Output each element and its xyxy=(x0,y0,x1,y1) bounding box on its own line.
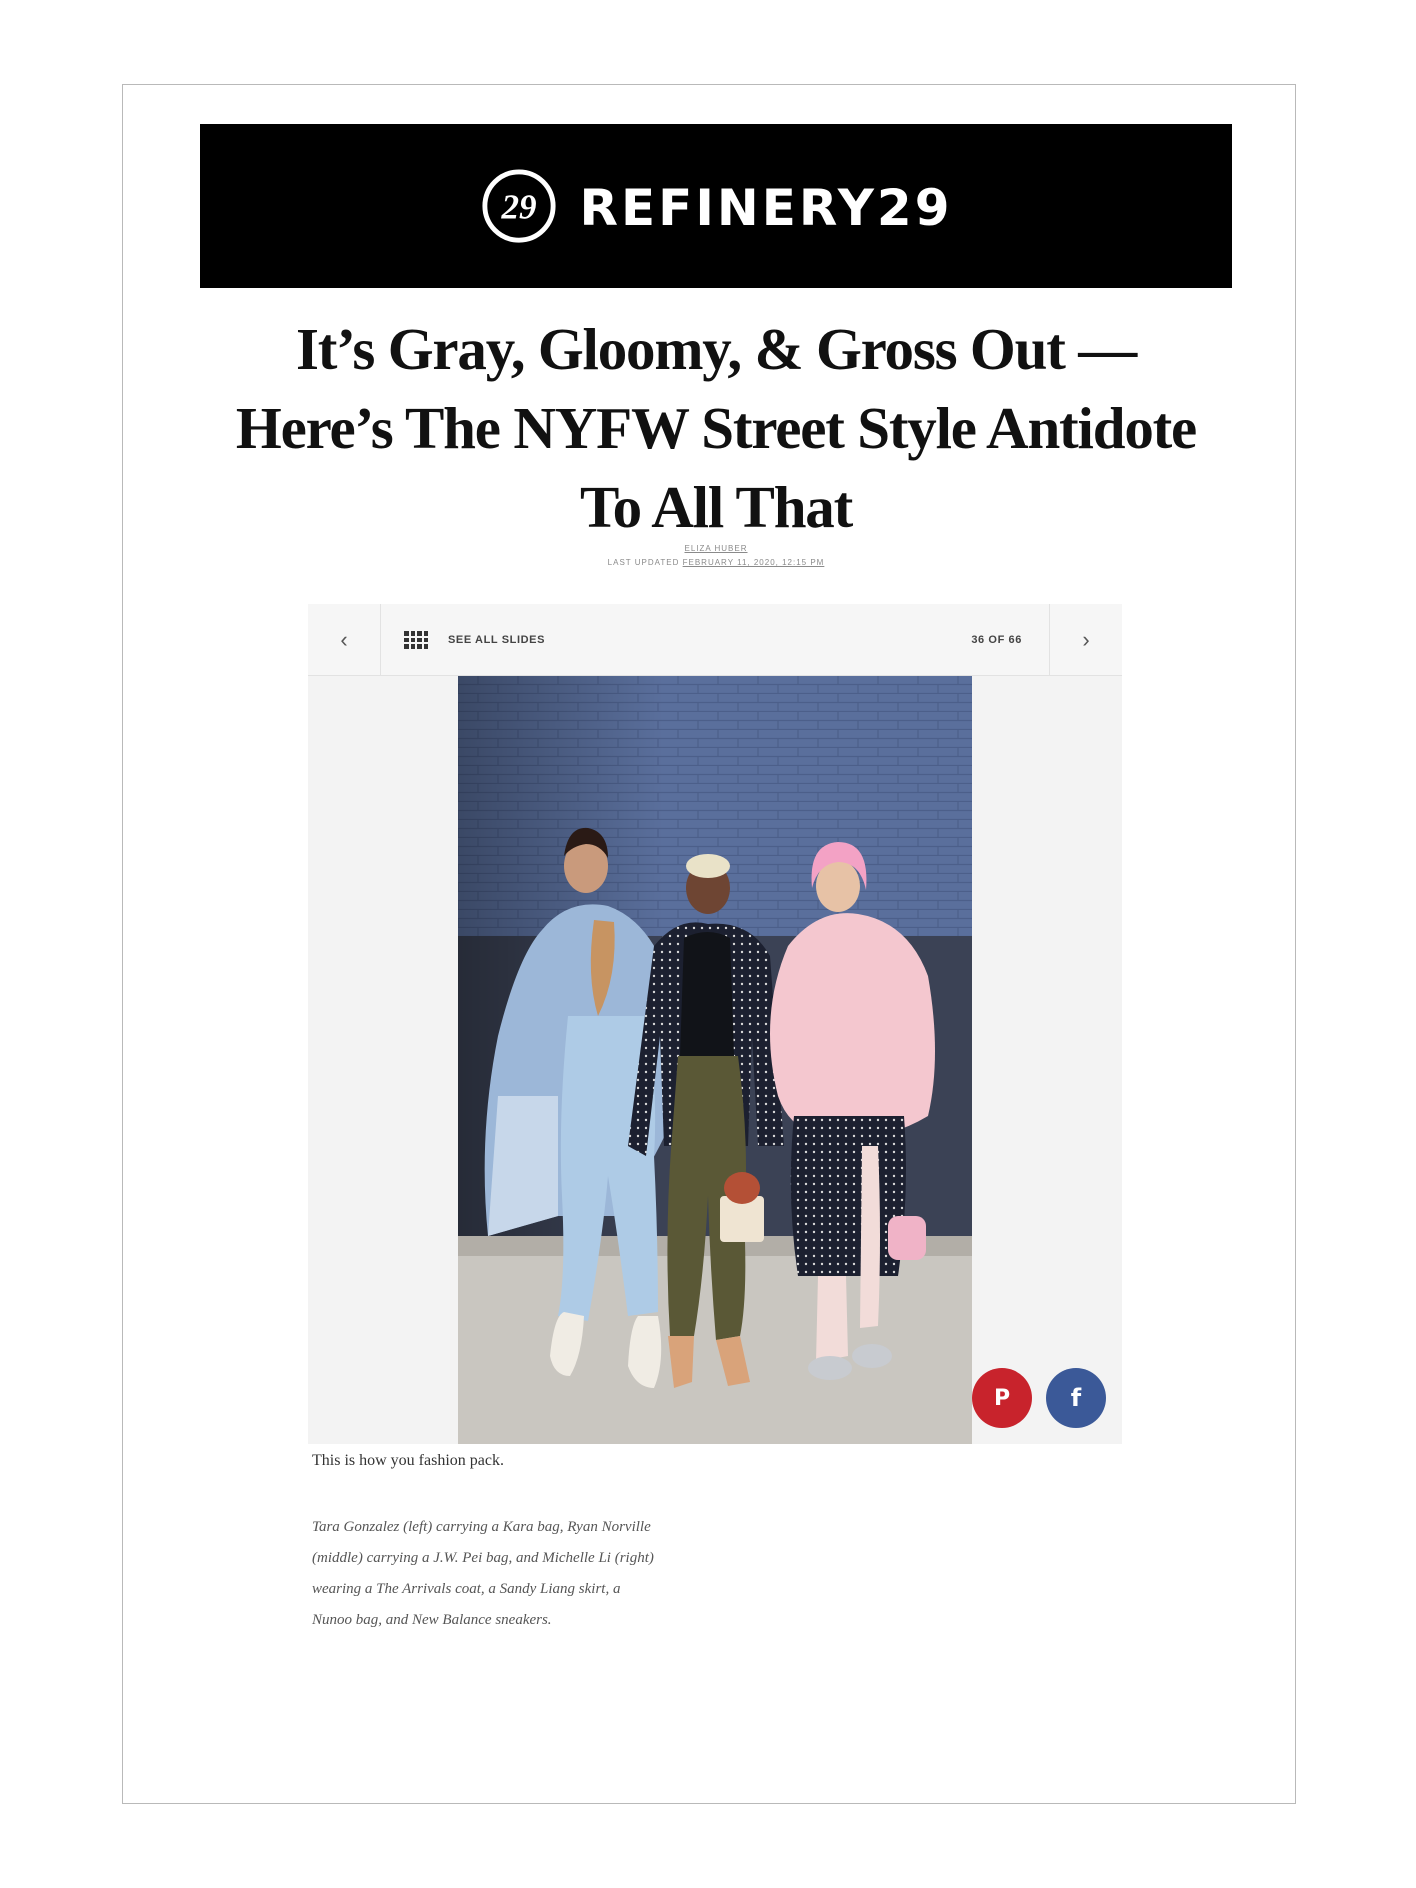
slideshow xyxy=(308,604,1122,1444)
updated-line xyxy=(420,558,1012,567)
pinterest-icon: P xyxy=(993,1385,1011,1411)
refinery29-logo-icon[interactable] xyxy=(480,167,558,245)
chevron-left-icon: ‹ xyxy=(340,627,348,652)
article-headline: It’s Gray, Gloomy, & Gross Out — Here’s The NYFW Street Style Antidote To All That xyxy=(235,316,1197,540)
svg-text:29: 29 xyxy=(500,187,537,227)
slide-photo[interactable] xyxy=(458,676,972,1444)
pinterest-share-button[interactable] xyxy=(972,1368,1032,1428)
caption-credit: Tara Gonzalez (left) carrying a Kara bag, Ryan Norville (middle) carrying a J.W. Pei bag, and Michelle Li (right) wearing a The Arrivals coat, a Sandy Liang skirt, a Nunoo bag, and New Balance sneakers. xyxy=(312,1519,654,1628)
masthead xyxy=(200,124,1232,288)
caption-lead: This is how you fashion pack. xyxy=(312,1452,504,1469)
facebook-icon: f xyxy=(1070,1384,1082,1412)
see-all-slides-label: SEE ALL SLIDES xyxy=(448,634,546,646)
see-all-slides-button[interactable] xyxy=(404,604,545,676)
author-link[interactable]: ELIZA HUBER xyxy=(684,544,748,553)
next-slide-button[interactable] xyxy=(1049,604,1122,676)
byline xyxy=(420,544,1012,567)
slide-counter: 36 OF 66 xyxy=(971,634,1022,646)
updated-date-link[interactable]: FEBRUARY 11, 2020, 12:15 PM xyxy=(682,558,825,567)
facebook-share-button[interactable] xyxy=(1046,1368,1106,1428)
chevron-right-icon: › xyxy=(1082,627,1090,652)
slideshow-toolbar xyxy=(308,604,1122,676)
brand-name[interactable]: REFINERY29 xyxy=(579,179,953,237)
grid-icon xyxy=(404,631,428,649)
previous-slide-button[interactable] xyxy=(308,604,381,676)
updated-prefix: LAST UPDATED xyxy=(607,558,683,567)
